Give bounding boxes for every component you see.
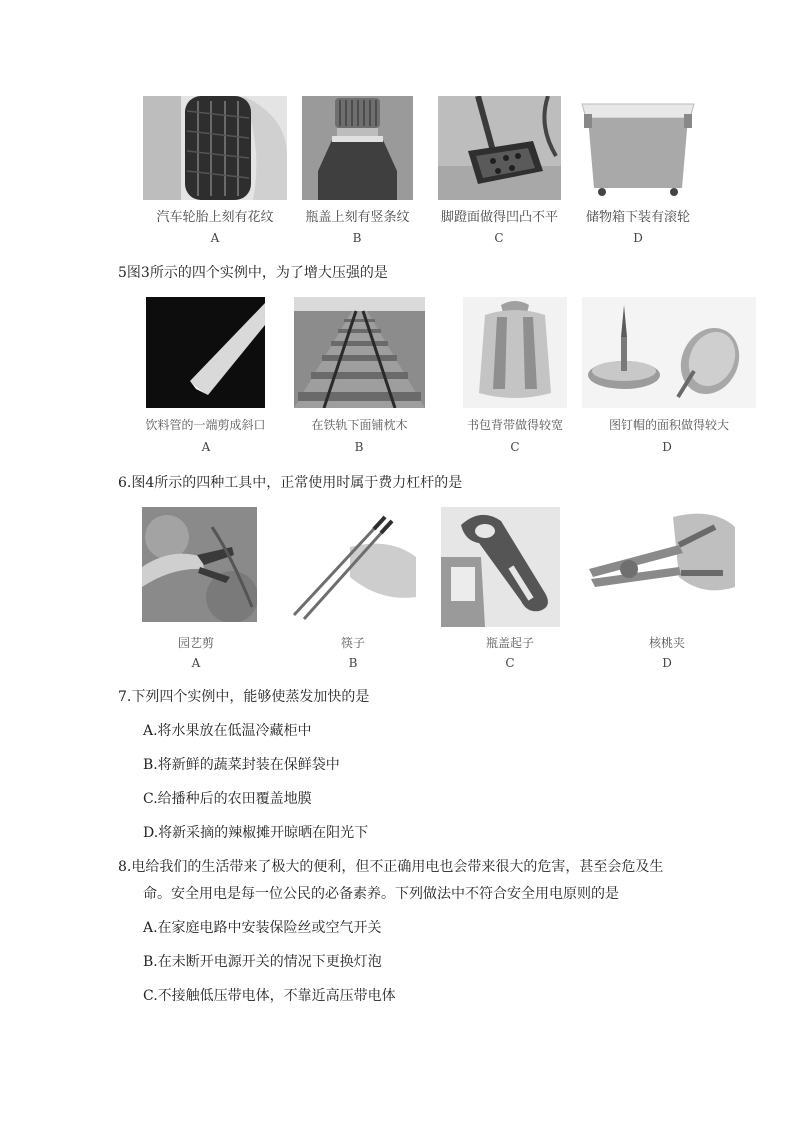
garden-shears-image — [142, 507, 257, 622]
storage-box-drawing — [580, 96, 696, 200]
q5-caption-a: 饮料管的一端剪成斜口 — [145, 418, 266, 432]
bottle-cap-drawing — [302, 96, 413, 200]
q8-title-line1: 8.电给我们的生活带来了极大的便利，但不正确用电也会带来很大的危害，甚至会危及生 — [118, 859, 664, 875]
row1-caption-c: 脚蹬面做得凹凸不平 — [440, 210, 558, 225]
row1-letter-b: B — [352, 231, 362, 245]
row1-caption-d: 储物箱下装有滚轮 — [585, 210, 690, 225]
car-tire-tread-image — [143, 96, 287, 200]
q5-letter-c: C — [510, 440, 520, 454]
q7-title: 7.下列四个实例中，能够使蒸发加快的是 — [118, 689, 370, 705]
row1-caption-a: 汽车轮胎上刻有花纹 — [156, 210, 274, 225]
row1-letter-d: D — [633, 231, 643, 245]
straw-slanted-image — [146, 297, 265, 408]
q5-letter-a: A — [201, 440, 211, 454]
q6-title: 6.图4所示的四种工具中，正常使用时属于费力杠杆的是 — [118, 475, 463, 491]
q6-caption-d: 核桃夹 — [648, 636, 685, 650]
chopsticks-drawing — [290, 507, 416, 622]
q8-option-a: A.在家庭电路中安装保险丝或空气开关 — [143, 920, 382, 936]
q5-caption-c: 书包背带做得较宽 — [466, 418, 563, 432]
q7-option-d: D.将新采摘的辣椒摊开晾晒在阳光下 — [143, 825, 369, 841]
q6-letter-b: B — [348, 656, 358, 670]
nutcracker-image — [583, 507, 735, 612]
q5-caption-d: 图钉帽的面积做得较大 — [608, 418, 729, 432]
q6-caption-b: 筷子 — [340, 636, 365, 650]
railway-drawing — [294, 297, 425, 408]
q7-option-c: C.给播种后的农田覆盖地膜 — [143, 791, 312, 807]
row1-letter-a: A — [210, 231, 220, 245]
chopsticks-image — [290, 507, 416, 622]
q5-letter-d: D — [662, 440, 672, 454]
q6-letter-c: C — [505, 656, 515, 670]
thumbtacks-image — [582, 297, 756, 408]
bike-pedal-drawing — [438, 96, 561, 200]
q8-title-line2: 命。安全用电是每一位公民的必备素养。下列做法中不符合安全用电原则的是 — [143, 886, 619, 902]
bottle-cap-ridges-image — [302, 96, 413, 200]
car-tire-tread-drawing — [143, 96, 287, 200]
q7-option-a: A.将水果放在低温冷藏柜中 — [143, 723, 312, 739]
q6-caption-c: 瓶盖起子 — [485, 636, 534, 650]
thumbtacks-drawing — [582, 297, 756, 408]
backpack-image — [463, 297, 567, 408]
garden-shears-drawing — [142, 507, 257, 622]
bike-pedal-image — [438, 96, 561, 200]
q6-caption-a: 园艺剪 — [177, 636, 214, 650]
q5-letter-b: B — [354, 440, 364, 454]
nutcracker-drawing — [583, 507, 735, 612]
railway-sleepers-image — [294, 297, 425, 408]
backpack-drawing — [463, 297, 567, 408]
bottle-opener-image — [441, 507, 560, 627]
q5-title: 5图3所示的四个实例中，为了增大压强的是 — [118, 265, 388, 281]
q5-caption-b: 在铁轨下面铺枕木 — [311, 418, 408, 432]
q6-letter-d: D — [662, 656, 672, 670]
q6-letter-a: A — [191, 656, 201, 670]
q8-option-c: C.不接触低压带电体，不靠近高压带电体 — [143, 988, 396, 1004]
bottle-opener-drawing — [441, 507, 560, 627]
row1-letter-c: C — [494, 231, 504, 245]
straw-drawing — [146, 297, 265, 408]
q7-option-b: B.将新鲜的蔬菜封装在保鲜袋中 — [143, 757, 340, 773]
row1-caption-b: 瓶盖上刻有竖条纹 — [305, 210, 410, 225]
storage-box-wheels-image — [580, 96, 696, 200]
q8-option-b: B.在未断开电源开关的情况下更换灯泡 — [143, 954, 382, 970]
